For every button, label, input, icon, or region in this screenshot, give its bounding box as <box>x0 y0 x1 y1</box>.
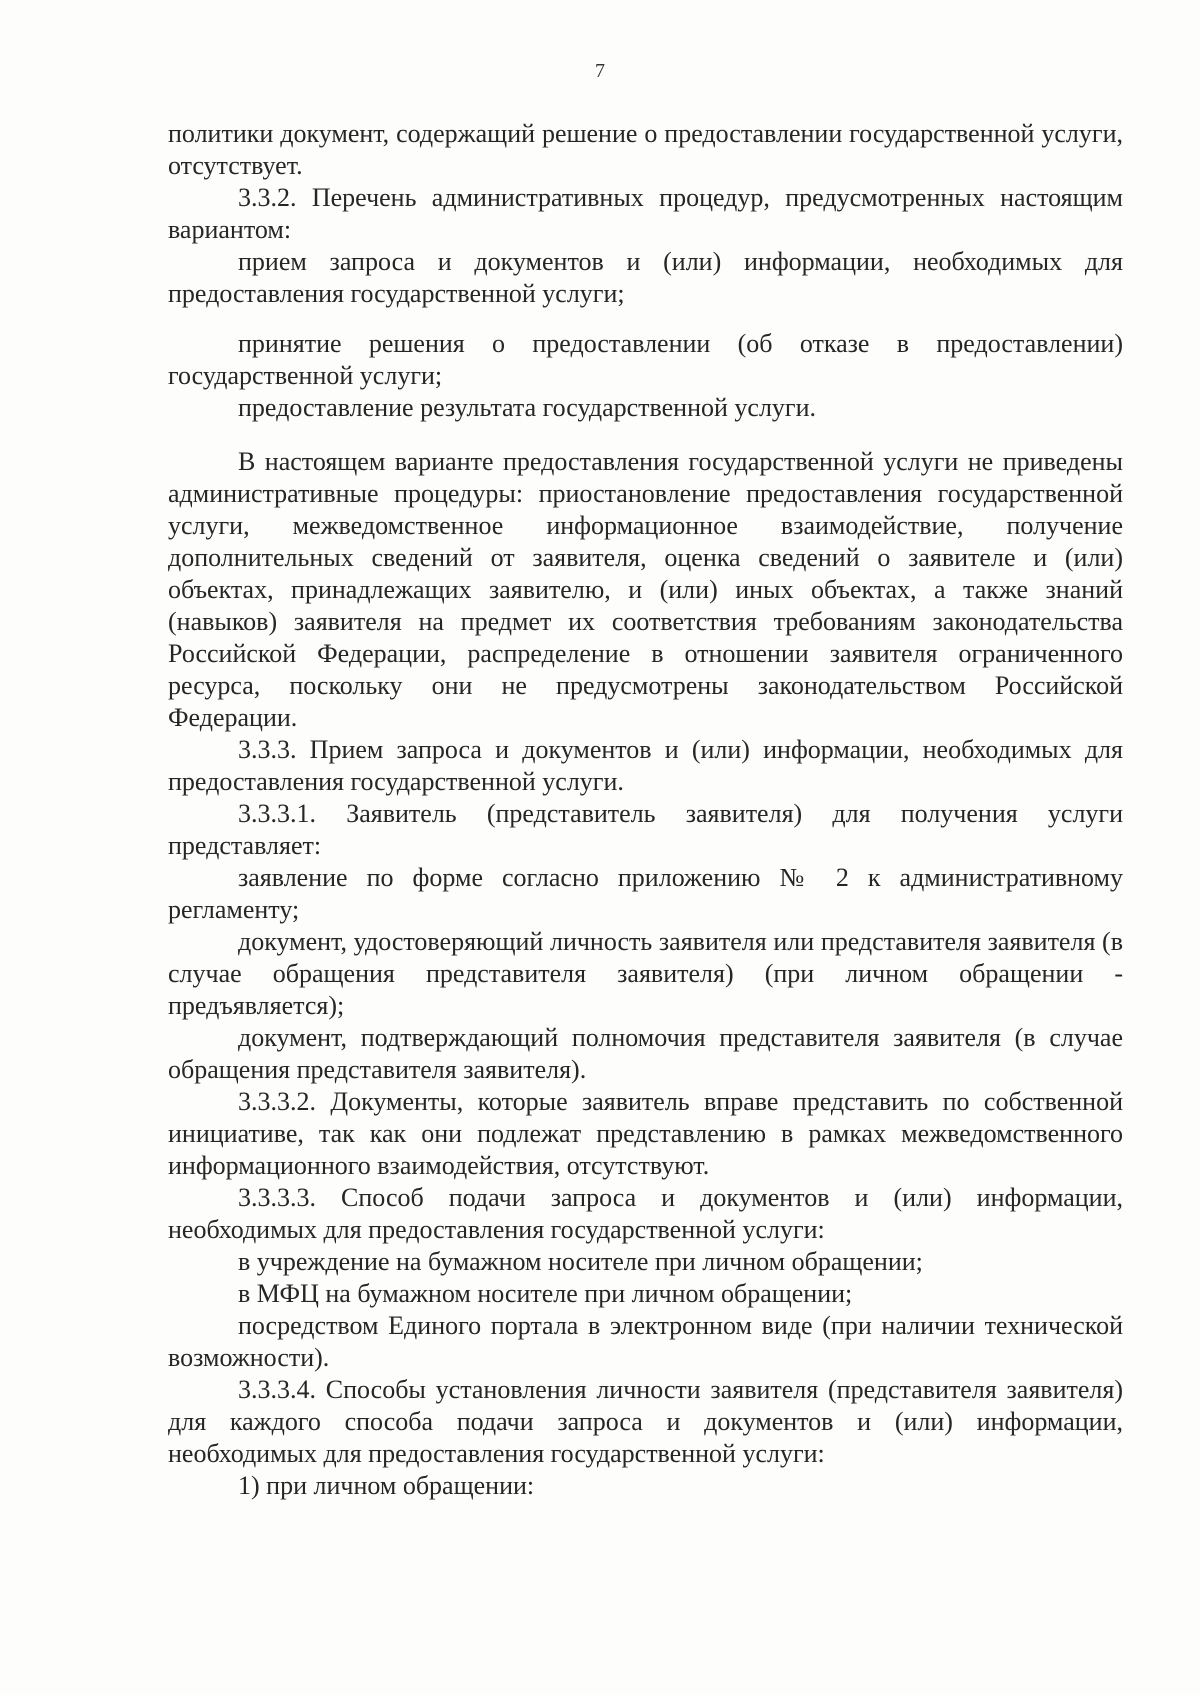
paragraph: 1) при личном обращении: <box>238 1471 535 1500</box>
paragraph: политики документ, содержащий решение о предоставлении государственной услуги, отсутствует. <box>168 119 1123 180</box>
paragraph: заявление по форме согласно приложению № 2 к административному регламенту; <box>168 863 1123 924</box>
paragraph: документ, подтверждающий полномочия представителя заявителя (в случае обращения представителя заявителя). <box>168 1023 1123 1084</box>
paragraph: 3.3.2. Перечень административных процедур, предусмотренных настоящим вариантом: <box>168 183 1123 244</box>
paragraph: в МФЦ на бумажном носителе при личном обращении; <box>238 1279 853 1308</box>
paragraph: в учреждение на бумажном носителе при личном обращении; <box>238 1247 923 1276</box>
paragraph: предоставление результата государственной услуги. <box>238 393 817 422</box>
paragraph: В настоящем варианте предоставления государственной услуги не приведены административные процедуры: приостановление предоставления государственной услуги, межведомственное информационное взаимодействие, получение дополнительных сведений от заявителя, оценка сведений о заявителе и (или) объектах, принадлежащих заявителю, и (или) иных объектах, а также знаний (навыков) заявителя на предмет их соответствия требованиям законодательства Российской Федерации, распределение в отношении заявителя ограниченного ресурса, поскольку они не предусмотрены законодательством Российской Федерации. <box>168 447 1123 732</box>
body-text <box>168 118 1123 1502</box>
paragraph: посредством Единого портала в электронном виде (при наличии технической возможности). <box>168 1311 1123 1372</box>
paragraph: прием запроса и документов и (или) информации, необходимых для предоставления государственной услуги; <box>168 247 1123 308</box>
paragraph: 3.3.3.3. Способ подачи запроса и документов и (или) информации, необходимых для предоставления государственной услуги: <box>168 1183 1123 1244</box>
paragraph: 3.3.3.4. Способы установления личности заявителя (представителя заявителя) для каждого способа подачи запроса и документов и (или) информации, необходимых для предоставления государственной услуги: <box>168 1375 1123 1468</box>
paragraph: 3.3.3. Прием запроса и документов и (или) информации, необходимых для предоставления государственной услуги. <box>168 735 1123 796</box>
paragraph: документ, удостоверяющий личность заявителя или представителя заявителя (в случае обращения представителя заявителя) (при личном обращении - предъявляется); <box>168 927 1123 1020</box>
page-number: 7 <box>595 60 605 82</box>
paragraph: 3.3.3.1. Заявитель (представитель заявителя) для получения услуги представляет: <box>168 799 1123 860</box>
paragraph: 3.3.3.2. Документы, которые заявитель вправе представить по собственной инициативе, так как они подлежат представлению в рамках межведомственного информационного взаимодействия, отсутствуют. <box>168 1087 1123 1180</box>
paragraph: принятие решения о предоставлении (об отказе в предоставлении) государственной услуги; <box>168 329 1123 390</box>
